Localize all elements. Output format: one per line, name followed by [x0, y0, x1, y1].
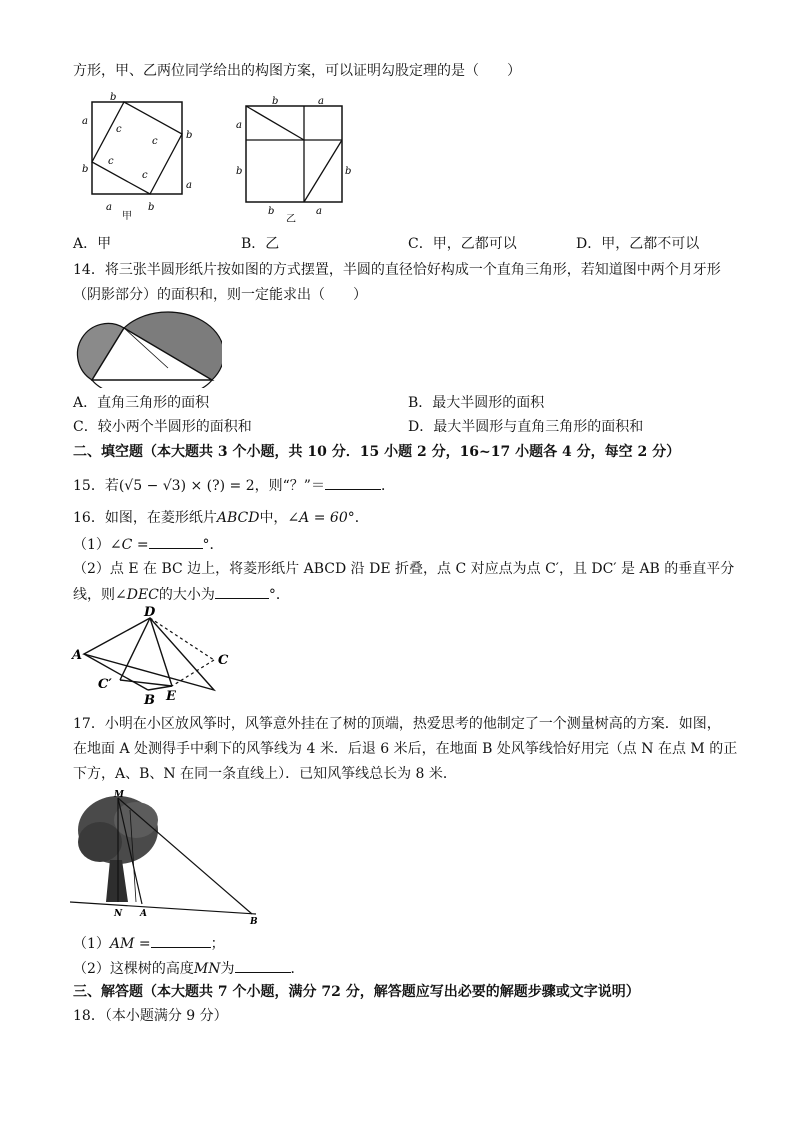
q14-stem-line1: 14．将三张半圆形纸片按如图的方式摆置，半圆的直径恰好构成一个直角三角形，若知道图中两个月牙形	[73, 262, 721, 278]
segment-C1E	[120, 680, 172, 686]
q13-option-c[interactable]: C．甲，乙都可以	[408, 236, 517, 252]
q17-p2-suffix: ．	[290, 961, 305, 977]
q16-label-A: A	[72, 648, 83, 663]
yi-caption: 乙	[286, 214, 296, 222]
q17-label-A: A	[140, 909, 147, 919]
q14-stem-line2: （阴影部分）的面积和，则一定能求出（ ）	[73, 287, 367, 303]
section3-heading: 三、解答题（本大题共 7 个小题，满分 72 分，解答题应写出必要的解题步骤或文字说明）	[73, 984, 640, 1000]
q16-label-E: E	[166, 689, 176, 704]
jia-label-b-right: b	[186, 130, 193, 141]
q17-line3: 下方，A、B、N 在同一条直线上）．已知风筝线总长为 8 米．	[73, 766, 457, 782]
q14-option-c[interactable]: C．较小两个半圆形的面积和	[73, 419, 252, 435]
jia-label-c4: c	[142, 170, 148, 181]
q16-stem-a: 16．如图，在菱形纸片	[73, 510, 217, 526]
figure-q14-semicircles	[72, 308, 222, 388]
jia-label-a-right: a	[186, 180, 192, 191]
q16-part2-line1: （2）点 E 在 BC 边上，将菱形纸片 ABCD 沿 DE 折叠，点 C 对应点为点 C′，且 DC′ 是 AB 的垂直平分	[73, 561, 735, 577]
q16-label-C: C	[218, 653, 229, 668]
q17-label-N: N	[114, 909, 123, 919]
large-semicircle	[92, 380, 212, 388]
q13-option-b[interactable]: B．乙	[241, 236, 280, 252]
q15-prefix: 15．若	[73, 478, 119, 494]
figure-yi	[232, 94, 352, 222]
yi-label-b-top: b	[272, 96, 279, 107]
yi-diag-2	[304, 140, 342, 202]
q15-answer-blank[interactable]	[325, 475, 381, 490]
jia-outer-square	[92, 102, 182, 194]
q17-line2: 在地面 A 处测得手中剩下的风筝线为 4 米．后退 6 米后，在地面 B 处风筝线恰好用完（点 N 在点 M 的正	[73, 741, 738, 757]
q17-label-B: B	[250, 917, 258, 926]
jia-caption: 甲	[122, 211, 132, 220]
q17-p2-prefix: （2）这棵树的高度	[73, 961, 194, 977]
q17-part1	[73, 933, 225, 954]
q13-option-d[interactable]: D．甲，乙都不可以	[576, 236, 700, 252]
jia-label-c1: c	[116, 124, 122, 135]
q17-p2-answer-blank[interactable]	[235, 958, 291, 973]
q16-p2-b: 的大小为	[158, 587, 215, 603]
q13-stem: 方形，甲、乙两位同学给出的构图方案，可以证明勾股定理的是（ ）	[73, 63, 521, 79]
q14-option-a[interactable]: A．直角三角形的面积	[73, 395, 210, 411]
q16-label-B: B	[144, 693, 155, 708]
jia-label-b-bottom: b	[148, 202, 155, 213]
q16-stem	[73, 508, 369, 528]
q16-p2-angle: ∠DEC	[115, 587, 159, 603]
q16-p1-answer-blank[interactable]	[149, 534, 203, 549]
q16-abcd: ABCD	[216, 510, 260, 526]
q16-p2-answer-blank[interactable]	[215, 584, 269, 599]
jia-label-b-top: b	[110, 92, 117, 103]
yi-outer-square	[246, 106, 342, 202]
q17-p1-answer-blank[interactable]	[151, 933, 211, 948]
q14-option-b[interactable]: B．最大半圆形的面积	[408, 395, 545, 411]
q18-stem: 18．（本小题满分 9 分）	[73, 1008, 228, 1024]
q14-option-d[interactable]: D．最大半圆形与直角三角形的面积和	[408, 419, 644, 435]
figure-q17-tree	[70, 790, 270, 926]
q16-part2-line2	[73, 584, 290, 605]
q15-suffix: ．	[380, 478, 395, 494]
jia-inner-square	[92, 102, 182, 194]
q17-p2-label: MN	[193, 961, 221, 977]
tree-trunk	[106, 860, 128, 902]
q15-mid: ，则“？”＝	[254, 478, 325, 494]
q13-option-a[interactable]: A．甲	[73, 236, 112, 252]
q17-label-M: M	[114, 790, 124, 800]
q16-label-C1: C′	[98, 677, 112, 692]
q17-part2	[73, 958, 305, 979]
q16-angle: ∠A = 60°	[287, 510, 355, 526]
jia-label-c3: c	[108, 156, 114, 167]
q16-p2-a: 线，则	[73, 587, 115, 603]
q16-stem-c: ．	[354, 510, 369, 526]
yi-diag-1	[246, 106, 304, 140]
yi-label-b-left: b	[236, 166, 243, 177]
section2-heading: 二、填空题（本大题共 3 个小题，共 10 分．15 小题 2 分，16~17 小题各 4 分，每空 2 分）	[73, 444, 681, 460]
yi-label-b-bottom: b	[268, 206, 275, 217]
q17-line1: 17．小明在小区放风筝时，风筝意外挂在了树的顶端，热爱思考的他制定了一个测量树高的方案．如图，	[73, 716, 721, 732]
q16-p1-angle: ∠C =	[109, 537, 149, 553]
q17-p1-prefix: （1）	[73, 936, 110, 952]
q16-stem-b: 中，	[259, 510, 288, 526]
q16-p1-suffix: °．	[202, 537, 224, 553]
tree-foliage-dark	[78, 822, 122, 862]
jia-label-a-bottom: a	[106, 202, 112, 213]
yi-label-a-bottom: a	[316, 206, 322, 217]
ground-line	[70, 902, 256, 914]
jia-label-c2: c	[152, 136, 158, 147]
q17-p1-label: AM =	[109, 936, 151, 952]
yi-label-a-left: a	[236, 120, 242, 131]
q16-label-D: D	[144, 605, 156, 620]
q17-p1-suffix: ；	[210, 936, 225, 952]
jia-label-a-left: a	[82, 116, 88, 127]
jia-label-b-left: b	[82, 164, 89, 175]
side-AB	[84, 654, 148, 690]
q16-p1-prefix: （1）	[73, 537, 110, 553]
q15	[73, 475, 395, 496]
yi-label-a-top: a	[318, 96, 324, 107]
q15-expression: (√5 − √3) × (?) = 2	[118, 478, 255, 494]
figure-jia	[80, 92, 200, 220]
q16-p2-suffix: °．	[268, 587, 290, 603]
yi-label-b-right: b	[345, 166, 352, 177]
figure-q16-rhombus	[68, 604, 248, 708]
q16-part1	[73, 534, 224, 555]
q17-p2-mid: 为	[220, 961, 235, 977]
